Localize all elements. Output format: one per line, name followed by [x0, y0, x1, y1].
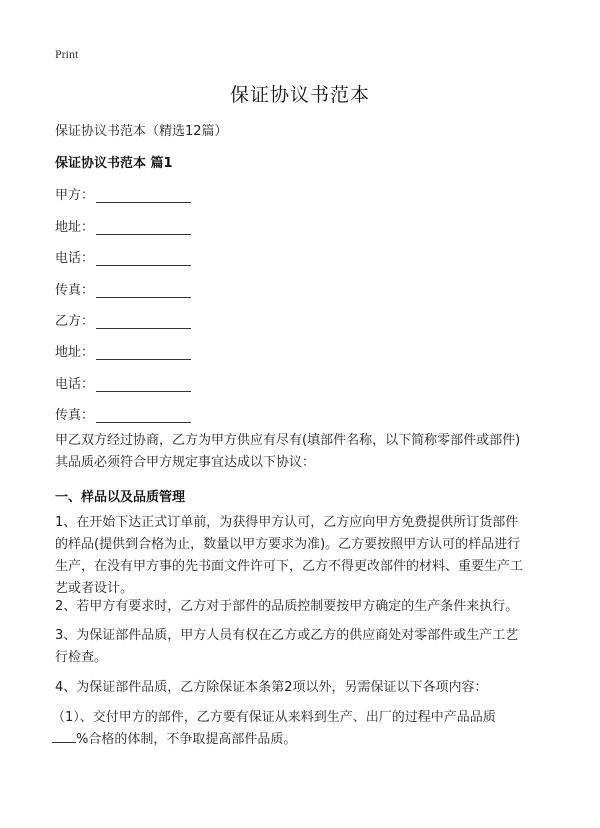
intro-paragraph	[55, 430, 555, 474]
text-line: 其品质必须符合甲方规定事宜达成以下协议：	[55, 455, 316, 470]
field-label: 传真：	[55, 283, 95, 298]
blank-line	[96, 252, 191, 266]
field-label: 地址：	[55, 220, 95, 235]
blank-line	[96, 346, 191, 360]
field-label: 电话：	[55, 377, 95, 392]
document-title: 保证协议书范本	[229, 84, 370, 106]
text-line: 艺或者设计。	[55, 581, 134, 596]
blank-line	[96, 315, 191, 329]
text-line: （1）、交付甲方的部件，乙方要有保证从来料到生产、出厂的过程中产品品质	[52, 710, 496, 725]
blank-line	[96, 409, 191, 423]
text-line: 1、在开始下达正式订单前，为获得甲方认可，乙方应向甲方免费提供所订货部件	[55, 515, 519, 530]
text-line: 行检查。	[55, 650, 108, 665]
field-address-a	[55, 216, 191, 235]
blank-line	[96, 378, 191, 392]
text-line: 的样品(提供到合格为止，数量以甲方要求为准)。乙方要按照甲方认可的样品进行	[55, 537, 521, 552]
field-label: 地址：	[55, 345, 95, 360]
field-address-b	[55, 341, 191, 360]
blank-line	[96, 189, 191, 203]
field-label: 传真：	[55, 408, 95, 423]
field-party-a	[55, 184, 191, 203]
field-fax-a	[55, 279, 191, 298]
clause-4	[55, 677, 555, 699]
clause-1	[55, 512, 555, 600]
text-fragment: %合格的体制，不争取提高部件品质。	[76, 732, 297, 747]
percent-blank	[52, 729, 76, 743]
clause-3	[55, 625, 555, 669]
text-line: 3、为保证部件品质，甲方人员有权在乙方或乙方的供应商处对零部件或生产工艺	[55, 628, 519, 643]
field-label: 甲方：	[55, 188, 95, 203]
text-line: 2、若甲方有要求时，乙方对于部件的品质控制要按甲方确定的生产条件来执行。	[55, 599, 519, 614]
text-line: 4、为保证部件品质，乙方除保证本条第2项以外，另需保证以下各项内容：	[55, 680, 488, 695]
text-line: 甲乙双方经过协商，乙方为甲方供应有尽有(填部件名称，以下简称零部件或部件)	[55, 433, 521, 448]
blank-line	[96, 284, 191, 298]
text-line: 生产，在没有甲方事的先书面文件许可下，乙方不得更改部件的材料、重要生产工	[55, 559, 524, 574]
field-party-b	[55, 310, 191, 329]
document-subtitle: 保证协议书范本（精选12篇）	[55, 124, 228, 139]
clause-2	[55, 596, 555, 618]
field-phone-b	[55, 373, 191, 392]
field-fax-b	[55, 404, 191, 423]
field-phone-a	[55, 247, 191, 266]
sub-clause-1	[52, 707, 555, 751]
section-heading: 一、样品以及品质管理	[55, 490, 186, 505]
print-link[interactable]: Print	[55, 47, 79, 61]
field-label: 乙方：	[55, 314, 95, 329]
field-label: 电话：	[55, 251, 95, 266]
blank-line	[96, 221, 191, 235]
text-line-with-blank	[52, 729, 555, 751]
part-heading: 保证协议书范本 篇1	[55, 156, 173, 171]
